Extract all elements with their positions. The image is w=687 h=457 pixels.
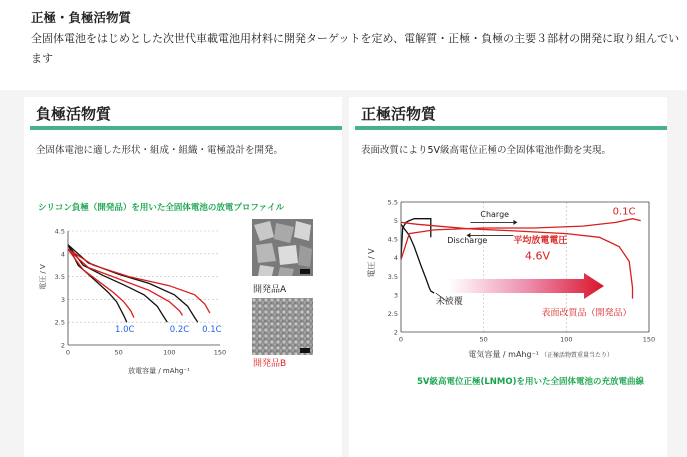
sample-b-image	[252, 298, 313, 355]
chart-xlabel: 放電容量 / mAhg⁻¹	[128, 367, 190, 375]
x-tick-label: 100	[163, 348, 176, 357]
section-divider	[355, 126, 667, 130]
series-line-2	[401, 224, 434, 293]
anode-chart-caption: シリコン負極（開発品）を用いた全固体電池の放電プロファイル	[38, 203, 285, 213]
uncoated-label: 未被覆	[435, 297, 463, 308]
sample-b-micrograph	[252, 298, 313, 355]
series-line-4	[68, 249, 134, 317]
intro-text: 全固体電池をはじめとした次世代車載電池用材料に開発ターゲットを定め、電解質・正極・負極の主要３部材の開発に取り組んでいます	[31, 32, 680, 65]
y-tick-label: 2.5	[54, 318, 65, 327]
sample-b-label: 開発品B	[253, 359, 287, 369]
intro-section	[0, 0, 687, 90]
series-line-2	[68, 245, 167, 323]
y-tick-label: 2	[60, 341, 65, 350]
y-tick-label: 2	[393, 328, 398, 337]
x-tick-label: 0	[398, 335, 404, 344]
y-tick-label: 3	[393, 291, 398, 300]
chart-xlabel-group	[468, 349, 613, 359]
charge-arrow-head	[513, 220, 517, 225]
y-tick-label: 3	[60, 295, 65, 304]
anode-discharge-chart	[34, 217, 227, 379]
series-line-6	[68, 249, 210, 313]
series-line-5	[68, 249, 183, 315]
x-tick-label: 50	[479, 335, 488, 344]
y-tick-label: 3.5	[387, 272, 398, 281]
improvement-arrow	[449, 273, 604, 299]
anode-description: 全固体電池に適した形状・組成・組織・電極設計を開発。	[36, 145, 284, 156]
sample-a-micrograph	[252, 219, 313, 276]
rate-label: 0.2C	[169, 325, 190, 336]
rate-label: 1.0C	[115, 325, 135, 336]
x-tick-label: 150	[642, 335, 656, 344]
discharge-label: Discharge	[447, 235, 488, 245]
rate-label: 0.1C	[612, 206, 636, 218]
y-tick-label: 4	[60, 250, 65, 259]
cathode-charge-discharge-chart	[354, 175, 659, 370]
sample-a-label: 開発品A	[253, 285, 287, 295]
x-tick-label: 50	[114, 348, 123, 357]
x-tick-label: 150	[213, 348, 227, 357]
chart-xlabel: 電気容量 / mAhg⁻¹	[468, 350, 539, 359]
x-tick-label: 0	[65, 348, 71, 357]
y-tick-label: 4	[393, 254, 398, 263]
chart-xlabel-note: （正極活物質重量当たり）	[541, 352, 614, 359]
chart-ylabel: 電圧 / V	[367, 248, 376, 278]
y-tick-label: 5.5	[387, 198, 398, 207]
sample-a-image	[252, 219, 313, 276]
page-title: 正極・負極活物質	[31, 10, 132, 25]
anode-title: 負極活物質	[36, 105, 112, 123]
charge-label: Charge	[480, 209, 510, 219]
modified-label: 表面改質品（開発品）	[541, 308, 632, 319]
anode-panel	[24, 97, 342, 457]
avg-voltage-label: 平均放電電圧	[513, 235, 568, 246]
cathode-description: 表面改質により5V級高電位正極の全固体電池作動を実現。	[361, 145, 612, 156]
cathode-panel	[349, 97, 667, 457]
avg-voltage-value: 4.6V	[525, 249, 551, 263]
y-tick-label: 4.5	[387, 235, 398, 244]
y-tick-label: 2.5	[387, 309, 398, 318]
cathode-chart-caption: 5V級高電位正極(LNMO)を用いた全固体電池の充放電曲線	[417, 377, 644, 387]
cathode-title: 正極活物質	[361, 105, 437, 123]
y-tick-label: 4.5	[54, 227, 65, 236]
series-line-3	[68, 245, 198, 323]
y-tick-label: 5	[393, 217, 398, 226]
section-divider	[30, 126, 342, 130]
x-tick-label: 100	[560, 335, 573, 344]
rate-label: 0.1C	[202, 325, 222, 336]
chart-ylabel: 電圧 / V	[39, 264, 47, 290]
y-tick-label: 3.5	[54, 273, 65, 282]
